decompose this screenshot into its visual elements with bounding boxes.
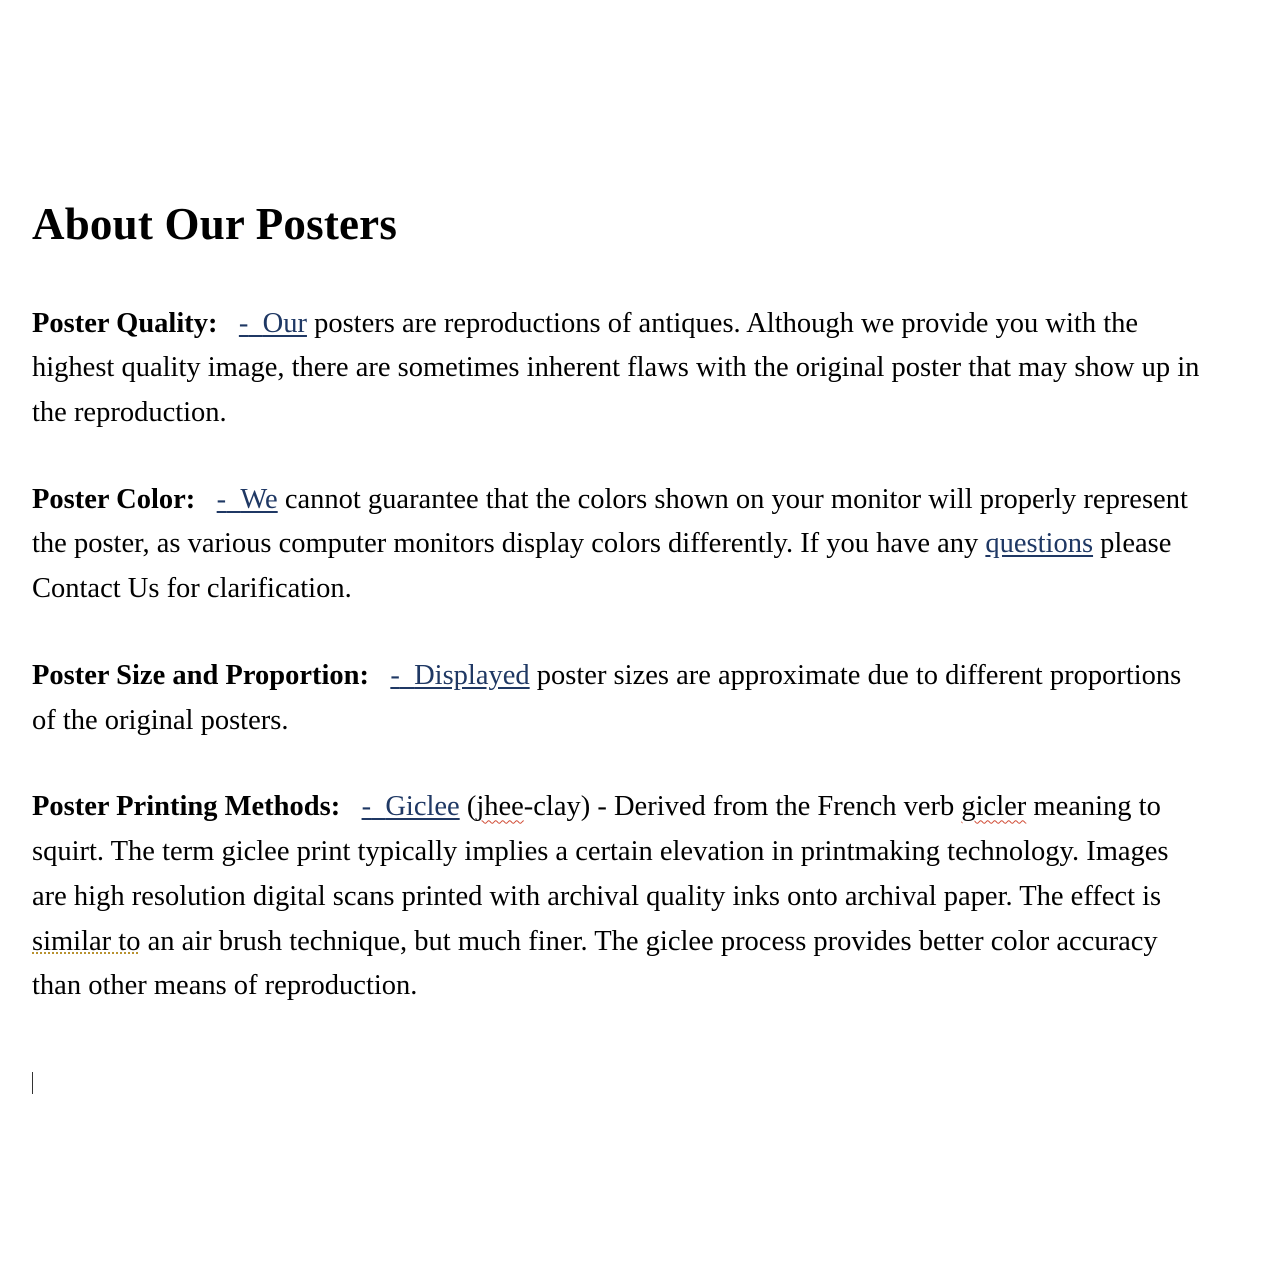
section-body-printing-part2: -clay) - Derived from the French verb: [523, 791, 962, 823]
section-poster-printing-methods: [32, 785, 1210, 1009]
section-poster-color: [32, 478, 1210, 612]
section-body-printing-part3: meaning to squirt. The term giclee print typically implies a certain elevation in printmaking technology. Images are high resolution digital scans printed with archival quality inks onto archival paper. The effect is: [32, 791, 1169, 912]
section-body-size: poster sizes are approximate due to different proportions of the original posters.: [32, 659, 1182, 736]
section-body-printing-part1: (: [459, 791, 477, 823]
spelling-error-gicler: gicler: [961, 791, 1027, 823]
section-body-printing-part4: an air brush technique, but much finer. The giclee process provides better color accuracy than other means of reproduction.: [32, 925, 1158, 1002]
section-body-quality: posters are reproductions of antiques. Although we provide you with the highest quality image, there are sometimes inherent flaws with the original poster that may show up in the reproduction.: [32, 307, 1200, 428]
section-lead-label: Poster Color:: [32, 483, 196, 515]
section-lead-label: Poster Quality:: [32, 307, 218, 339]
dash-glyph: -: [216, 483, 227, 515]
dash-glyph: -: [390, 659, 400, 691]
text-cursor: [32, 1072, 33, 1094]
questions-link[interactable]: questions: [985, 528, 1094, 560]
page-title: About Our Posters: [32, 199, 398, 249]
section-poster-quality: [32, 302, 1210, 436]
link-word-quality: Our: [262, 307, 307, 339]
dash-link-quality[interactable]: [239, 308, 307, 339]
section-body-color-part2: please Contact Us for clarification.: [32, 528, 1172, 605]
section-poster-size-and-proportion: [32, 654, 1210, 743]
link-word-size: Displayed: [414, 659, 530, 691]
link-word-color: We: [240, 483, 278, 515]
section-lead-label: Poster Size and Proportion:: [32, 659, 369, 691]
section-body-color-part1: cannot guarantee that the colors shown on your monitor will properly represent the poster, as various computer monitors display colors differently. If you have any: [32, 483, 1188, 560]
dash-glyph: -: [361, 791, 372, 823]
dash-glyph: -: [238, 307, 249, 339]
grammar-error-similar-to: similar to: [32, 925, 141, 957]
dash-link-size[interactable]: [390, 660, 529, 691]
link-word-printing: Giclee: [385, 791, 460, 823]
spelling-error-jhee: jhee: [476, 791, 524, 823]
dash-link-color[interactable]: [217, 484, 278, 515]
dash-link-printing[interactable]: [362, 791, 460, 822]
section-lead-label: Poster Printing Methods:: [32, 791, 341, 823]
